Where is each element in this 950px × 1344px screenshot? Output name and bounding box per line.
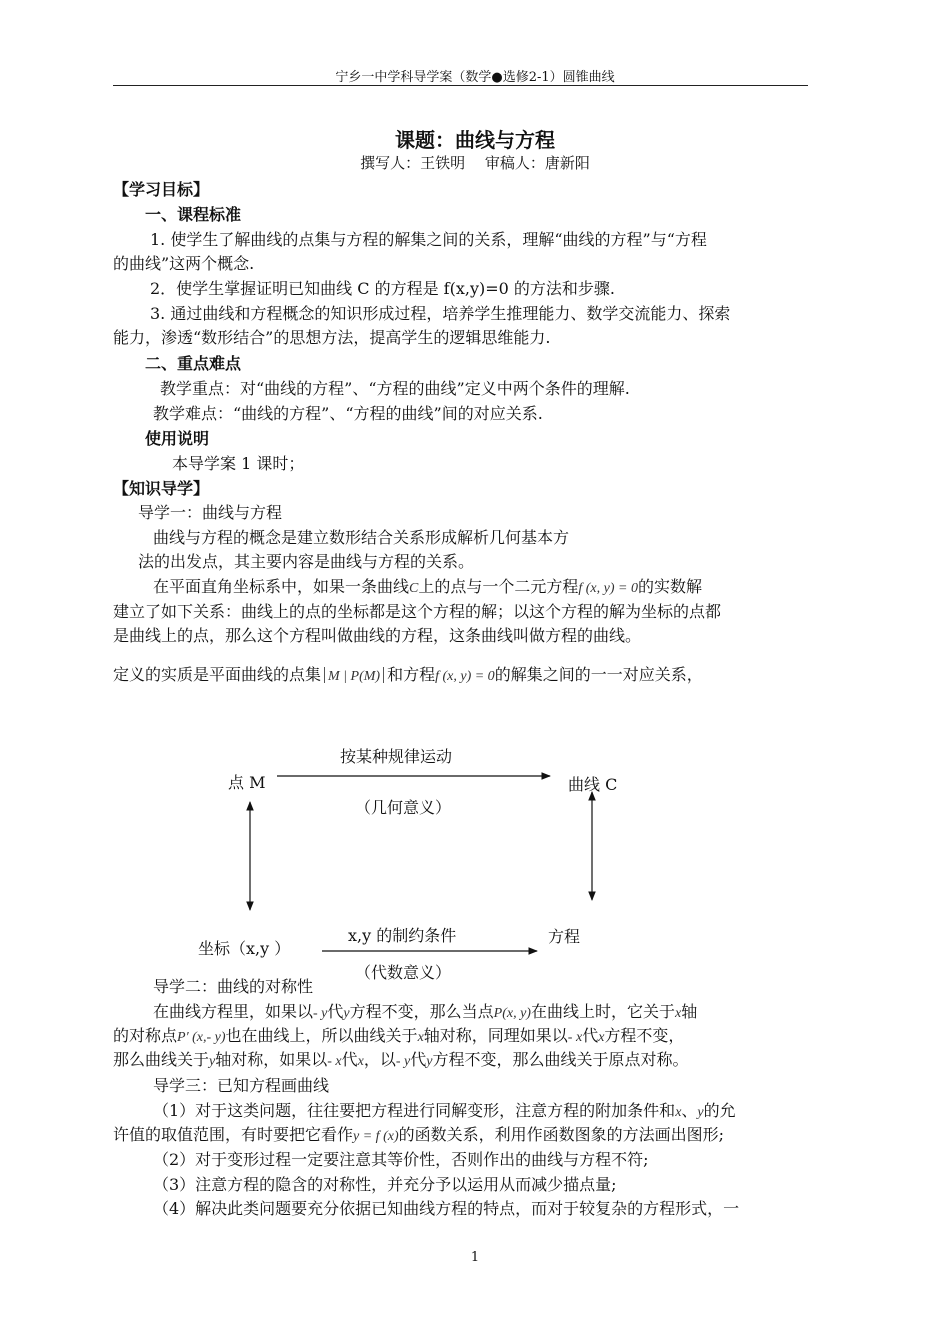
math-term: x bbox=[598, 1030, 605, 1045]
text-run: 的对称点 bbox=[113, 1026, 178, 1045]
math-equation: f (x, y) = 0 bbox=[578, 581, 638, 596]
math-term: y bbox=[209, 1054, 216, 1069]
text-run: 轴 bbox=[681, 1002, 698, 1021]
goal-item-1-line2: 的曲线”这两个概念. bbox=[113, 254, 255, 273]
section-knowledge-guide: 【知识导学】 bbox=[113, 479, 210, 498]
guide-1-title: 导学一：曲线与方程 bbox=[138, 503, 283, 522]
usage-text: 本导学案 1 课时； bbox=[172, 454, 305, 473]
text-run: 的函数关系，利用作函数图象的方法画出图形; bbox=[398, 1125, 725, 1144]
text-run: 的允 bbox=[703, 1101, 736, 1120]
goal-item-3-line1: 3. 通过曲线和方程概念的知识形成过程，培养学生推理能力、数学交流能力、探索 bbox=[150, 304, 731, 323]
text-run: 代 bbox=[341, 1050, 358, 1069]
guide-3-item4: （4）解决此类问题要充分依据已知曲线方程的特点，而对于较复杂的方程形式，一 bbox=[153, 1199, 740, 1218]
text-run: 上的点与一个二元方程 bbox=[418, 577, 579, 596]
guide-3-item1-line1 bbox=[153, 1098, 736, 1121]
text-run: 、 bbox=[681, 1101, 698, 1120]
text-run: 轴对称，如果以 bbox=[215, 1050, 328, 1069]
math-term: x bbox=[357, 1054, 364, 1069]
guide-1-line4: 建立了如下关系：曲线上的点的坐标都是这个方程的解；以这个方程的解为坐标的点都 bbox=[113, 602, 722, 621]
text-run: 在曲线上时，它关于 bbox=[530, 1002, 675, 1021]
text-run: （1）对于这类问题，往往要把方程进行同解变形，注意方程的附加条件和 bbox=[153, 1101, 676, 1120]
text-run: ，以 bbox=[363, 1050, 396, 1069]
teaching-difficulty: 教学难点：“曲线的方程”、“方程的曲线”间的对应关系. bbox=[153, 404, 543, 423]
guide-2-title: 导学二：曲线的对称性 bbox=[153, 977, 314, 996]
text-run: 也在曲线上，所以曲线关于 bbox=[225, 1026, 418, 1045]
math-term: P′ (x,- y) bbox=[177, 1030, 226, 1045]
text-run: 方程不变，那么当点 bbox=[349, 1002, 494, 1021]
diagram-top-sublabel: （几何意义） bbox=[355, 798, 452, 817]
text-run: 代 bbox=[327, 1002, 344, 1021]
text-run: 代 bbox=[582, 1026, 599, 1045]
usage-heading: 使用说明 bbox=[145, 429, 210, 448]
text-run: 的解集之间的一一对应关系， bbox=[494, 665, 703, 684]
diagram-bottom-sublabel: （代数意义） bbox=[355, 963, 452, 982]
math-c: C bbox=[409, 581, 419, 596]
math-term: y bbox=[426, 1054, 433, 1069]
math-term: - y bbox=[395, 1054, 411, 1069]
math-equation: f (x, y) = 0 bbox=[435, 669, 495, 684]
goal-item-2: 2．使学生掌握证明已知曲线 C 的方程是 f(x,y)=0 的方法和步骤. bbox=[150, 279, 615, 298]
diagram-point-m: 点 M bbox=[228, 773, 266, 792]
page-header: 宁乡一中学科导学案（数学●选修2-1）圆锥曲线 bbox=[335, 70, 615, 85]
math-term: x bbox=[417, 1030, 424, 1045]
guide-1-line5: 是曲线上的点，那么这个方程叫做曲线的方程，这条曲线叫做方程的曲线。 bbox=[113, 626, 642, 645]
diagram-coordinate: 坐标（x,y ） bbox=[198, 939, 291, 958]
goal-item-1-line1: 1. 使学生了解曲线的点集与方程的解集之间的关系，理解“曲线的方程”与“方程 bbox=[150, 230, 707, 249]
math-term: P(x, y) bbox=[493, 1006, 531, 1021]
teaching-key-point: 教学重点：对“曲线的方程”、“方程的曲线”定义中两个条件的理解. bbox=[160, 379, 630, 398]
diagram-bottom-label: x,y 的制约条件 bbox=[348, 926, 457, 945]
math-term: - x bbox=[567, 1030, 583, 1045]
text-run: 定义的实质是平面曲线的点集 bbox=[113, 665, 322, 684]
text-run: 的实数解 bbox=[637, 577, 702, 596]
page-number: 1 bbox=[470, 1250, 480, 1265]
guide-1-line1: 曲线与方程的概念是建立数形结合关系形成解析几何基本方 bbox=[153, 528, 570, 547]
math-point-set: M | P(M) bbox=[328, 669, 381, 684]
text-run: 代 bbox=[410, 1050, 427, 1069]
text-run: 轴对称，同理如果以 bbox=[423, 1026, 568, 1045]
math-term: y bbox=[697, 1105, 704, 1120]
text-run: 许值的取值范围，有时要把它看作 bbox=[113, 1125, 354, 1144]
math-term: x bbox=[674, 1006, 682, 1021]
guide-2-line3 bbox=[113, 1047, 689, 1070]
subsection-curriculum: 一、课程标准 bbox=[145, 205, 242, 224]
diagram-equation: 方程 bbox=[548, 927, 581, 946]
text-run: 方程不变， bbox=[604, 1026, 685, 1045]
guide-1-line2: 法的出发点，其主要内容是曲线与方程的关系。 bbox=[138, 552, 475, 571]
authors-line: 撰写人：王铁明 审稿人：唐新阳 bbox=[360, 154, 590, 172]
section-learning-goals: 【学习目标】 bbox=[113, 180, 210, 199]
text-run: 在曲线方程里，如果以 bbox=[153, 1002, 314, 1021]
text-run: 在平面直角坐标系中，如果一条曲线 bbox=[153, 577, 410, 596]
guide-3-item3: （3）注意方程的隐含的对称性，并充分予以运用从而减少描点量; bbox=[153, 1175, 617, 1194]
diagram-curve-c: 曲线 C bbox=[568, 775, 618, 794]
math-term: - y bbox=[313, 1006, 328, 1021]
guide-2-line2 bbox=[113, 1023, 684, 1046]
guide-3-item1-line2 bbox=[113, 1122, 724, 1145]
subsection-key-points: 二、重点难点 bbox=[145, 354, 242, 373]
guide-3-item2: （2）对于变形过程一定要注意其等价性，否则作出的曲线与方程不符; bbox=[153, 1150, 649, 1169]
math-term: y = f (x) bbox=[353, 1129, 399, 1144]
math-term: - x bbox=[327, 1054, 342, 1069]
goal-item-3-line2: 能力，渗透“数形结合”的思想方法，提高学生的逻辑思维能力. bbox=[113, 328, 551, 347]
text-run: 和方程 bbox=[387, 665, 436, 684]
text-run: 方程不变，那么曲线关于原点对称。 bbox=[432, 1050, 689, 1069]
lesson-title: 课题：曲线与方程 bbox=[395, 128, 555, 152]
diagram-top-label: 按某种规律运动 bbox=[340, 747, 453, 766]
guide-3-title: 导学三：已知方程画曲线 bbox=[153, 1076, 330, 1095]
text-run: 那么曲线关于 bbox=[113, 1050, 210, 1069]
guide-2-line1 bbox=[153, 999, 697, 1022]
math-term: y bbox=[343, 1006, 350, 1021]
math-term: x bbox=[675, 1105, 682, 1120]
